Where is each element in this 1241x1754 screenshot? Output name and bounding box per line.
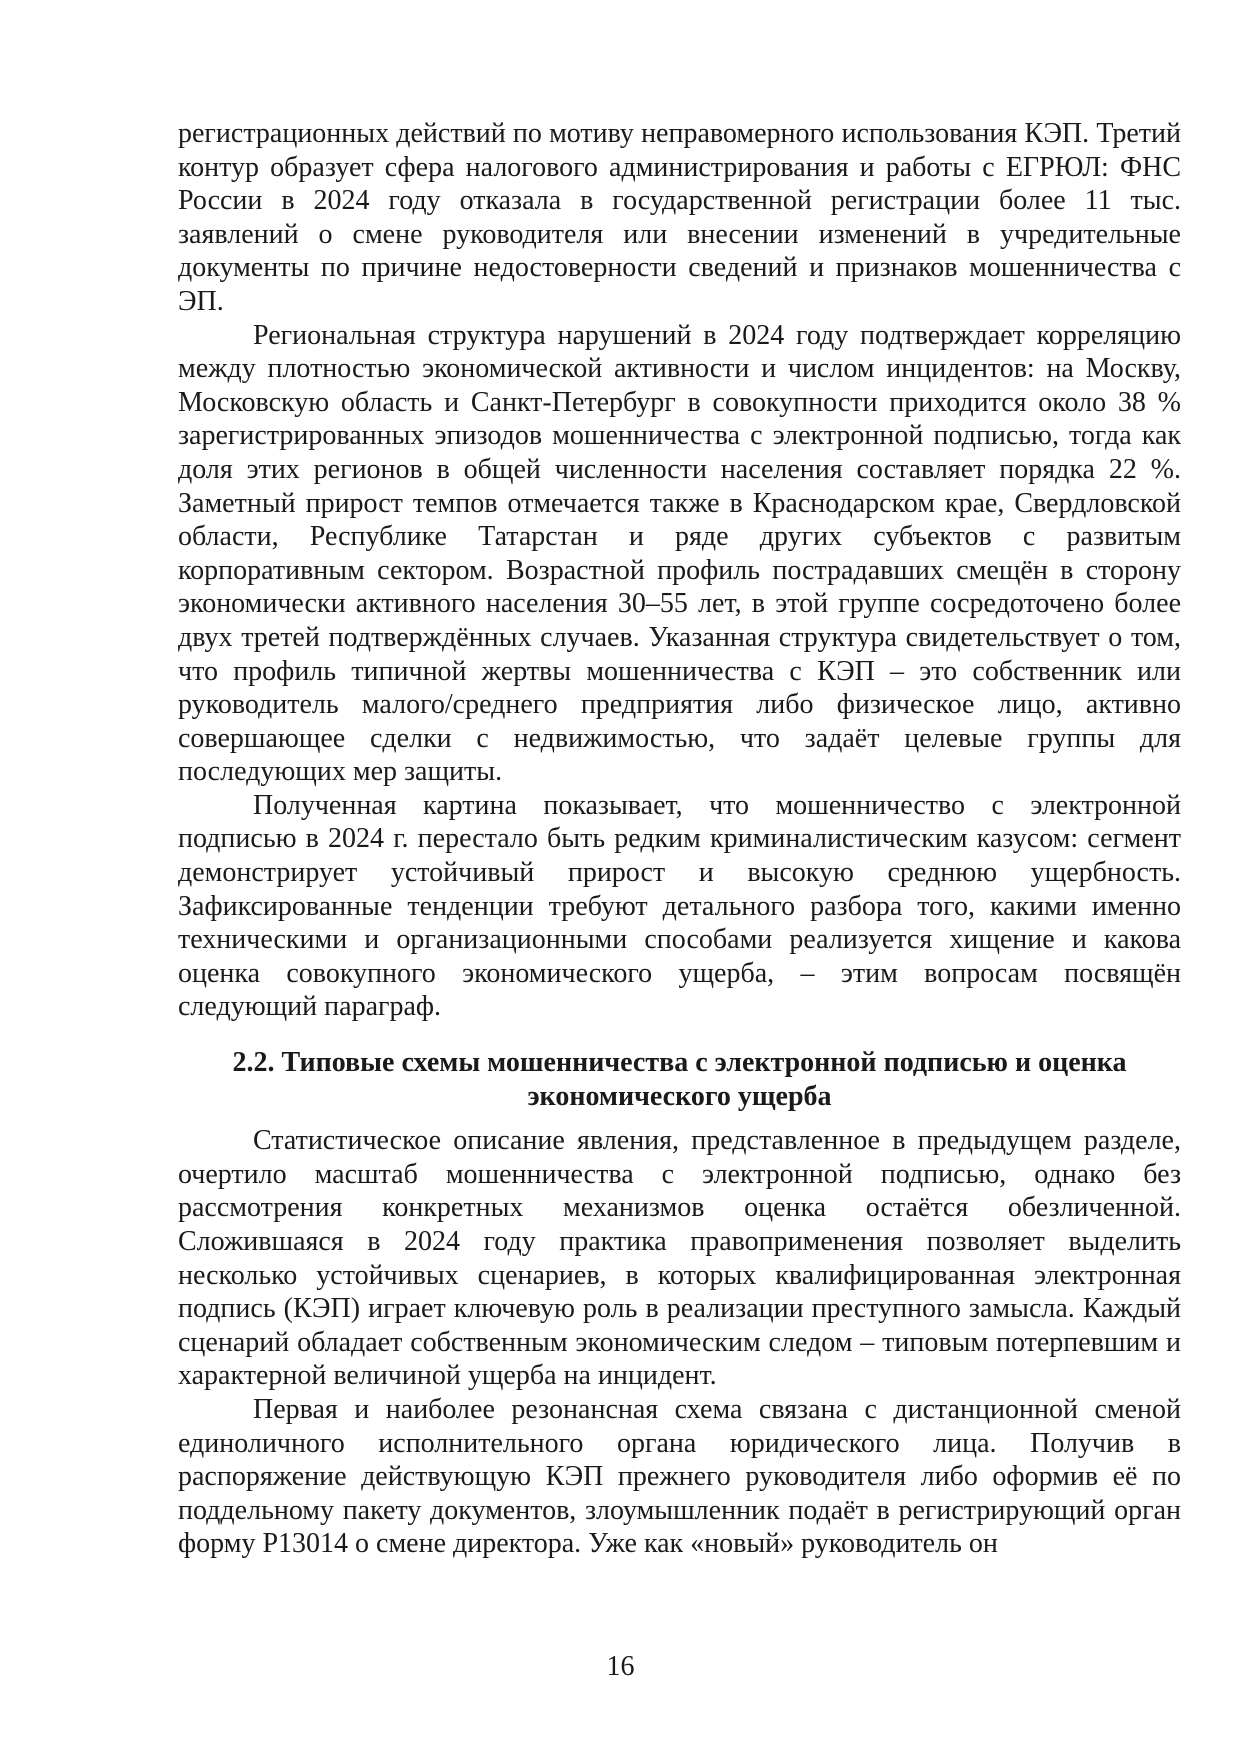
body-paragraph: Первая и наиболее резонансная схема связана с дистанционной сменой единоличного исполнительного органа юридического лица. Получив в распоряжение действующую КЭП прежнего руководителя либо оформив её по поддельному пакету документов, злоумышленник подаёт в регистрирующий орган форму Р13014 о смене директора. Уже как «новый» руководитель он bbox=[178, 1393, 1181, 1560]
document-page bbox=[178, 117, 1181, 1561]
section-heading: 2.2. Типовые схемы мошенничества с электронной подписью и оценка экономического ущерба bbox=[232, 1047, 1127, 1112]
body-paragraph: Региональная структура нарушений в 2024 году подтверждает корреляцию между плотностью экономической активности и числом инцидентов: на Москву, Московскую область и Санкт-Петербург в совокупности приходится около 38 % зарегистрированных эпизодов мошенничества с электронной подписью, тогда как доля этих регионов в общей численности населения составляет порядка 22 %. Заметный прирост темпов отмечается также в Краснодарском крае, Свердловской области, Республике Татарстан и ряде других субъектов с развитым корпоративным сектором. Возрастной профиль пострадавших смещён в сторону экономически активного населения 30–55 лет, в этой группе сосредоточено более двух третей подтверждённых случаев. Указанная структура свидетельствует о том, что профиль типичной жертвы мошенничества с КЭП – это собственник или руководитель малого/среднего предприятия либо физическое лицо, активно совершающее сделки с недвижимостью, что задаёт целевые группы для последующих мер защиты. bbox=[178, 319, 1181, 788]
body-paragraph: Полученная картина показывает, что мошенничество с электронной подписью в 2024 г. перестало быть редким криминалистическим казусом: сегмент демонстрирует устойчивый прирост и высокую среднюю ущербность. Зафиксированные тенденции требуют детального разбора того, какими именно техническими и организационными способами реализуется хищение и какова оценка совокупного экономического ущерба, – этим вопросам посвящён следующий параграф. bbox=[178, 789, 1181, 1023]
body-paragraph: Статистическое описание явления, представленное в предыдущем разделе, очертило масштаб мошенничества с электронной подписью, однако без рассмотрения конкретных механизмов оценка остаётся обезличенной. Сложившаяся в 2024 году практика правоприменения позволяет выделить несколько устойчивых сценариев, в которых квалифицированная электронная подпись (КЭП) играет ключевую роль в реализации преступного замысла. Каждый сценарий обладает собственным экономическим следом – типовым потерпевшим и характерной величиной ущерба на инцидент. bbox=[178, 1125, 1181, 1392]
page-number: 16 bbox=[606, 1651, 635, 1682]
body-paragraph: регистрационных действий по мотиву неправомерного использования КЭП. Третий контур образует сфера налогового администрирования и работы с ЕГРЮЛ: ФНС России в 2024 году отказала в государственной регистрации более 11 тыс. заявлений о смене руководителя или внесении изменений в учредительные документы по причине недостоверности сведений и признаков мошенничества с ЭП. bbox=[178, 118, 1181, 317]
